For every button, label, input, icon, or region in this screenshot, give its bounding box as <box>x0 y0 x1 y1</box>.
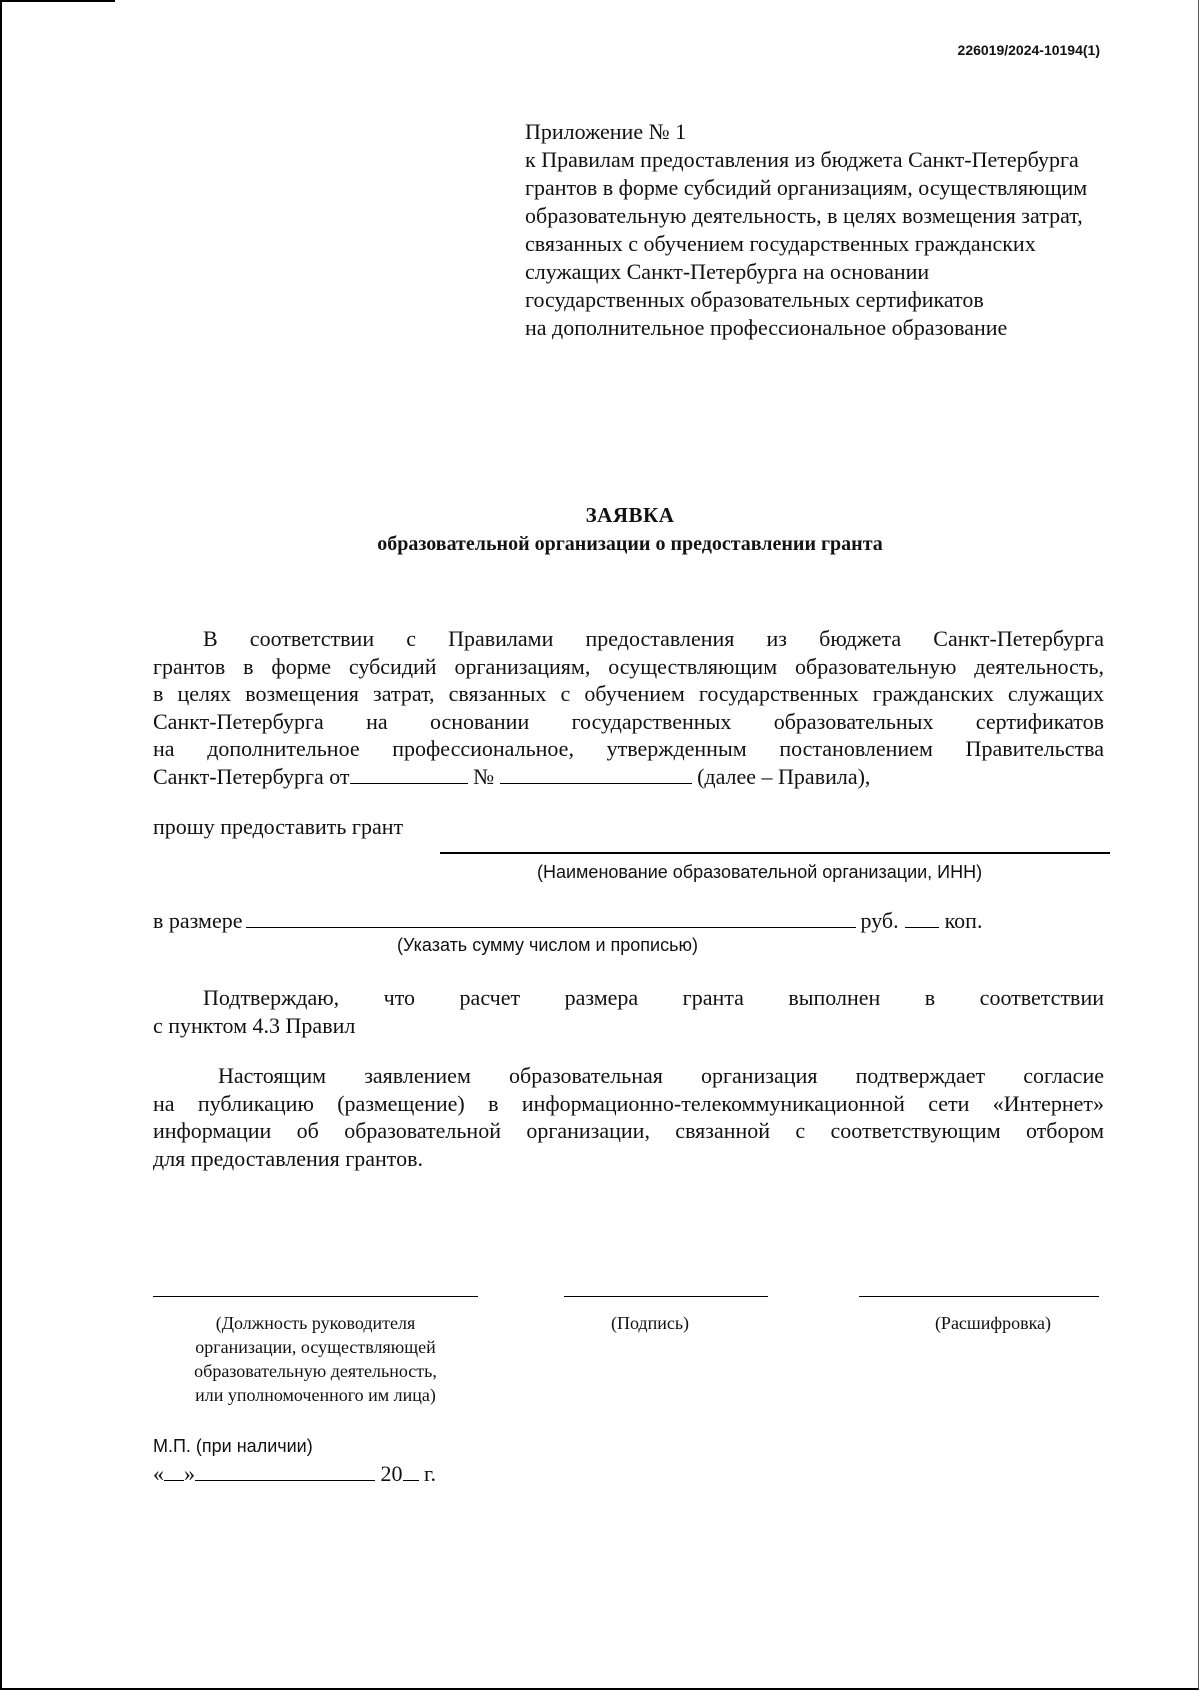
rubles-label: руб. <box>860 908 899 933</box>
paragraph-line: Санкт-Петербурга на основании государственных образовательных сертификатов <box>153 708 1104 734</box>
paragraph-rules-reference <box>153 625 1104 790</box>
grant-request-label: прошу предоставить грант <box>153 814 404 839</box>
appendix-line: на дополнительное профессиональное образование <box>525 315 1008 340</box>
paragraph-line: в целях возмещения затрат, связанных с обучением государственных гражданских служащих <box>153 681 1104 706</box>
paragraph-line: для предоставления грантов. <box>153 1145 423 1171</box>
kopecks-label: коп. <box>944 908 983 933</box>
paragraph-line: с пунктом 4.3 Правил <box>153 1012 356 1038</box>
rules-alias-text: (далее – Правила), <box>697 763 871 789</box>
kopecks-blank[interactable] <box>905 909 939 928</box>
signature-caption: (Подпись) <box>610 1313 690 1333</box>
paragraph-line: грантов в форме субсидий организациям, осуществляющим образовательную деятельность, <box>153 653 1104 679</box>
caption-line: (Должность руководителя <box>215 1313 416 1333</box>
appendix-line: к Правилам предоставления из бюджета Санкт-Петербурга <box>525 147 1079 172</box>
resolution-date-blank[interactable] <box>350 765 468 784</box>
document-id-stamp: 226019/2024-10194(1) <box>957 42 1100 58</box>
document-subtitle: образовательной организации о предоставлении гранта <box>377 533 883 555</box>
paragraph-line: Настоящим заявлением образовательная организация подтверждает согласие <box>218 1063 1104 1088</box>
paragraph-line: В соответствии с Правилами предоставления из бюджета Санкт-Петербурга <box>203 626 1104 651</box>
amount-label: в размере <box>153 908 243 933</box>
year-suffix: г. <box>424 1461 437 1486</box>
decoding-caption: (Расшифровка) <box>934 1313 1052 1333</box>
amount-caption: (Указать сумму числом и прописью) <box>397 935 698 955</box>
caption-line: или уполномоченного им лица) <box>195 1385 436 1405</box>
paragraph-last-line <box>153 763 1104 791</box>
organization-name-caption: (Наименование образовательной организации, ИНН) <box>537 862 983 882</box>
amount-blank[interactable] <box>246 909 856 928</box>
scan-edge-line <box>0 0 115 2</box>
appendix-line: грантов в форме субсидий организациям, осуществляющим <box>525 175 1088 200</box>
stamp-label: М.П. (при наличии) <box>153 1436 313 1456</box>
date-close-quote: » <box>184 1461 195 1486</box>
appendix-line: служащих Санкт-Петербурга на основании <box>525 259 930 284</box>
paragraph-line: на публикацию (размещение) в информационно-телекоммуникационной сети «Интернет» <box>153 1090 1104 1116</box>
document-title: ЗАЯВКА <box>585 503 675 527</box>
date-open-quote: « <box>153 1461 164 1486</box>
month-blank[interactable] <box>195 1462 375 1481</box>
day-blank[interactable] <box>164 1462 184 1481</box>
caption-line: образовательную деятельность, <box>194 1361 437 1381</box>
position-signature-line[interactable] <box>153 1296 478 1297</box>
position-caption <box>153 1311 478 1407</box>
signature-line[interactable] <box>564 1296 768 1297</box>
organization-name-blank[interactable] <box>440 852 1110 854</box>
paragraph-line: на дополнительное профессиональное, утвержденным постановлением Правительства <box>153 736 1104 761</box>
paragraph-line: Подтверждаю, что расчет размера гранта выполнен в соответствии <box>203 985 1104 1010</box>
paragraph-publication-consent <box>153 1062 1104 1172</box>
resolution-number-blank[interactable] <box>500 765 692 784</box>
paragraph-line: информации об образовательной организации, связанной с соответствующим отбором <box>153 1118 1104 1143</box>
appendix-line: связанных с обучением государственных гражданских <box>525 231 1036 256</box>
resolution-number-label: № <box>473 763 495 789</box>
year-prefix: 20 <box>380 1461 403 1486</box>
paragraph-confirmation <box>153 984 1104 1039</box>
appendix-line: образовательную деятельность, в целях возмещения затрат, <box>525 203 1083 228</box>
resolution-date-label: Санкт-Петербурга от <box>153 763 350 789</box>
date-row <box>153 1461 436 1487</box>
decoding-signature-line[interactable] <box>859 1296 1099 1297</box>
year-blank[interactable] <box>403 1462 419 1481</box>
appendix-line: Приложение № 1 <box>525 119 687 144</box>
amount-row <box>153 907 982 935</box>
appendix-header <box>525 118 1165 342</box>
appendix-line: государственных образовательных сертификатов <box>525 287 984 312</box>
caption-line: организации, осуществляющей <box>195 1337 436 1357</box>
document-title-block <box>0 503 1200 556</box>
